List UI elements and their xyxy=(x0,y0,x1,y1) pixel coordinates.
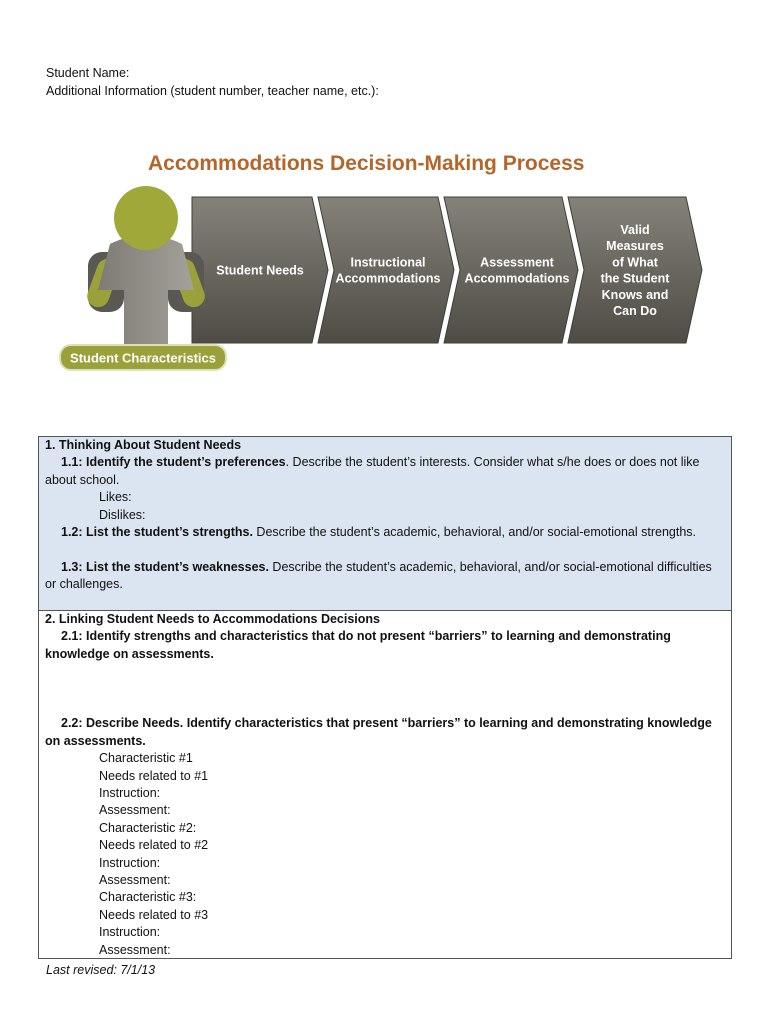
student-characteristics-label xyxy=(60,345,226,370)
step-label-line: Accommodations xyxy=(335,271,441,286)
decision-process-diagram xyxy=(50,140,715,380)
needs-list-item: Assessment: xyxy=(99,873,171,888)
likes-label: Likes: xyxy=(99,490,132,505)
step-instructional-accommodations xyxy=(318,197,454,343)
needs-list-item: Assessment: xyxy=(99,942,171,957)
needs-list-item: Instruction: xyxy=(99,786,161,800)
student-figure-icon xyxy=(84,186,208,344)
section1-3-weaknesses: 1.3: List the student’s weaknesses. Describe the student’s academic, behavioral, and/or social-emotional difficulties or challenges. xyxy=(45,559,712,592)
needs-list-item: Instruction: xyxy=(99,855,161,870)
dislikes-label: Dislikes: xyxy=(99,507,146,522)
needs-list-item: Needs related to #1 xyxy=(99,768,209,783)
section2-2-needs: 2.2: Describe Needs. Identify characteristics that present “barriers” to learning and demonstrating knowledge on assessments. xyxy=(45,716,712,748)
section2-1-strengths: 2.1: Identify strengths and characteristics that do not present “barriers” to learning and demonstrating knowledge on assessments. xyxy=(45,629,671,661)
step-label-line: Accommodations xyxy=(464,271,570,286)
needs-list-item: Needs related to #2 xyxy=(99,838,209,853)
section1-1-preferences: 1.1: Identify the student’s preferences. Describe the student’s interests. Consider what s/he does or does not like about school. xyxy=(45,455,700,487)
needs-list-item: Characteristic #2: xyxy=(99,820,197,835)
needs-list xyxy=(45,750,725,959)
step-label-line: Can Do xyxy=(613,304,657,318)
step-label-line: Assessment xyxy=(480,255,554,270)
step-label-line: of What xyxy=(612,255,658,270)
last-revised-footer: Last revised: 7/1/13 xyxy=(46,963,156,977)
additional-info-label: Additional Information (student number, teacher name, etc.): xyxy=(46,84,379,98)
step-label-line: Student Needs xyxy=(216,263,304,278)
needs-list-item: Characteristic #1 xyxy=(99,751,193,766)
needs-list-item: Characteristic #3: xyxy=(99,890,197,905)
diagram-title: Accommodations Decision-Making Process xyxy=(148,152,585,175)
step-label-line: Knows and xyxy=(601,287,669,302)
step-label-line: Valid xyxy=(620,223,650,237)
step-label-line: Measures xyxy=(606,239,664,254)
section1-2-strengths: 1.2: List the student’s strengths. Describe the student’s academic, behavioral, and/or social-emotional strengths. xyxy=(61,525,696,539)
needs-list-item: Assessment: xyxy=(99,803,171,818)
section2-heading: 2. Linking Student Needs to Accommodations Decisions xyxy=(45,612,381,626)
needs-list-item: Instruction: xyxy=(99,925,161,940)
needs-list-item: Needs related to #3 xyxy=(99,907,209,922)
student-name-label: Student Name: xyxy=(46,66,130,80)
svg-text:Student Characteristics: Student Characteristics xyxy=(70,350,216,366)
section1-heading: 1. Thinking About Student Needs xyxy=(45,438,242,452)
step-label-line: Instructional xyxy=(350,255,426,270)
step-assessment-accommodations xyxy=(444,197,578,343)
section-thinking-about-student-needs xyxy=(38,436,732,611)
step-label-line: the Student xyxy=(600,271,670,286)
step-valid-measures xyxy=(568,197,702,343)
section-linking-needs-to-accommodations xyxy=(38,610,732,959)
